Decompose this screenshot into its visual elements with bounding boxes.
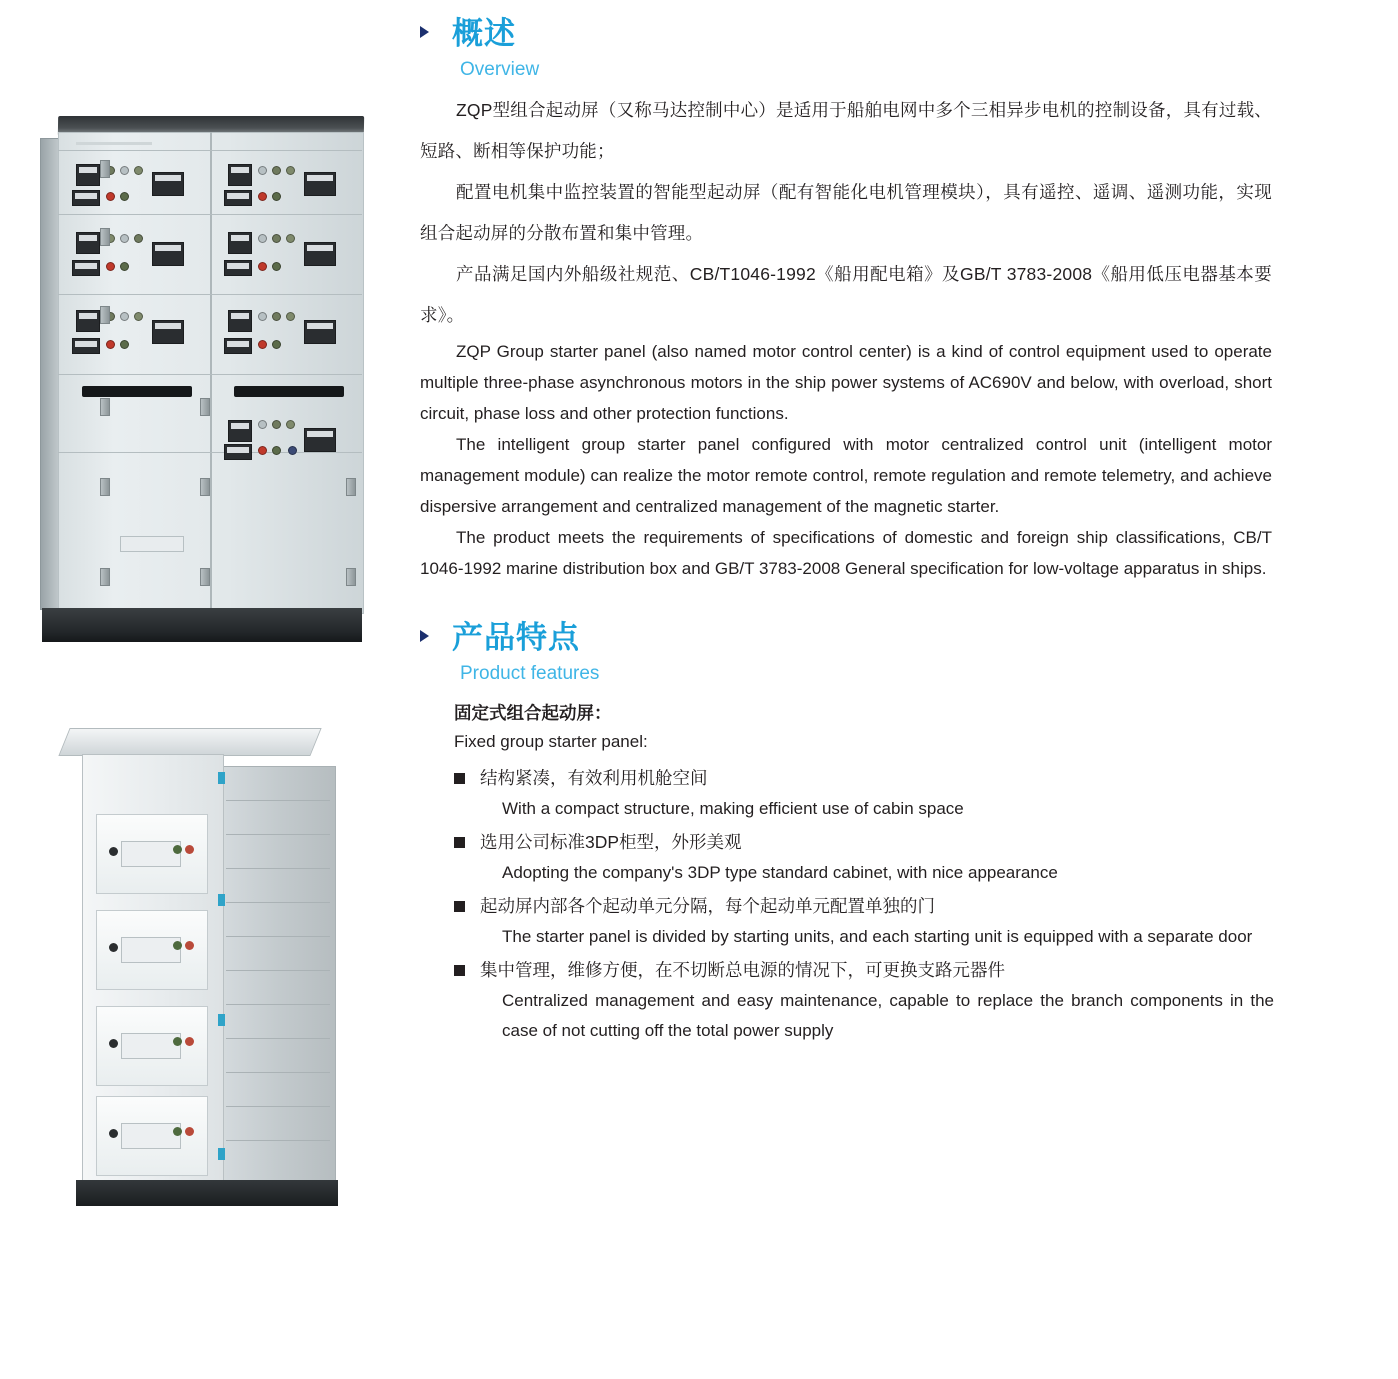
feature-text-en: Adopting the company's 3DP type standard cabinet, with nice appearance — [502, 863, 1058, 882]
door-fastener[interactable] — [218, 772, 225, 784]
section-title-en: Overview — [460, 59, 540, 80]
stop-button — [258, 446, 267, 455]
indicator-lamp — [272, 234, 281, 243]
start-button — [120, 262, 129, 271]
door-latch[interactable] — [100, 228, 110, 246]
cabinet-side-panel — [222, 766, 336, 1186]
panel-meter — [76, 310, 100, 332]
side-panel-seam — [226, 834, 330, 835]
side-panel-seam — [226, 1140, 330, 1141]
door-latch[interactable] — [346, 568, 356, 586]
starter-unit — [96, 814, 208, 894]
feature-group-title-en: Fixed group starter panel: — [454, 732, 648, 751]
unit-control-panel — [121, 1033, 181, 1059]
selector-switch — [288, 446, 297, 455]
unit-control-panel — [121, 1123, 181, 1149]
triangle-bullet-icon — [420, 630, 429, 642]
cabinet-plinth — [42, 608, 362, 642]
section-header-product-features — [414, 618, 1284, 686]
panel-meter — [76, 164, 100, 186]
panel-display — [72, 260, 100, 276]
stop-button — [258, 192, 267, 201]
overview-body — [420, 90, 1272, 584]
door-seam — [58, 214, 362, 215]
side-panel-seam — [226, 1072, 330, 1073]
door-seam — [58, 374, 362, 375]
start-button[interactable] — [173, 845, 182, 854]
indicator-lamp — [286, 234, 295, 243]
door-handle[interactable] — [82, 386, 192, 397]
starter-unit — [96, 1096, 208, 1176]
selector-knob[interactable] — [109, 847, 118, 856]
square-bullet-icon — [454, 965, 465, 976]
indicator-lamp — [120, 312, 129, 321]
panel-meter — [228, 420, 252, 442]
door-latch[interactable] — [200, 398, 210, 416]
triangle-bullet-icon — [420, 26, 429, 38]
unit-control-panel — [121, 937, 181, 963]
panel-meter — [76, 232, 100, 254]
unit-control-panel — [121, 841, 181, 867]
stop-button — [106, 192, 115, 201]
panel-meter — [304, 428, 336, 452]
stop-button[interactable] — [185, 941, 194, 950]
side-panel-seam — [226, 1106, 330, 1107]
indicator-lamp — [286, 312, 295, 321]
feature-text-cn: 起动屏内部各个起动单元分隔，每个起动单元配置单独的门 — [480, 896, 935, 916]
paragraph-en: The product meets the requirements of specifications of domestic and foreign ship classifications, CB/T 1046-1992 marine distribution box and GB/T 3783-2008 General specification for low-voltage apparatus in ships. — [420, 528, 1272, 578]
start-button[interactable] — [173, 1037, 182, 1046]
start-button — [272, 262, 281, 271]
indicator-lamp — [286, 166, 295, 175]
stop-button[interactable] — [185, 1127, 194, 1136]
indicator-lamp — [258, 312, 267, 321]
door-fastener[interactable] — [218, 1148, 225, 1160]
door-latch[interactable] — [100, 306, 110, 324]
panel-meter — [304, 172, 336, 196]
feature-item — [454, 954, 1274, 1046]
door-latch[interactable] — [100, 160, 110, 178]
start-button — [120, 192, 129, 201]
side-panel-seam — [226, 1004, 330, 1005]
starter-unit — [96, 910, 208, 990]
feature-text-cn: 选用公司标准3DP柜型，外形美观 — [480, 832, 742, 852]
indicator-lamp — [120, 166, 129, 175]
start-button — [120, 340, 129, 349]
features-body — [454, 698, 1274, 1046]
door-latch[interactable] — [200, 478, 210, 496]
cabinet-plinth — [76, 1180, 338, 1206]
panel-meter — [152, 242, 184, 266]
stop-button — [258, 262, 267, 271]
start-button — [272, 446, 281, 455]
start-button — [272, 340, 281, 349]
square-bullet-icon — [454, 773, 465, 784]
indicator-lamp — [286, 420, 295, 429]
cabinet-bay-divider — [210, 132, 212, 612]
cabinet-legend-strip — [76, 142, 152, 145]
side-panel-seam — [226, 936, 330, 937]
indicator-lamp — [258, 420, 267, 429]
paragraph-en: ZQP Group starter panel (also named motor control center) is a kind of control equipment used to operate multiple three-phase asynchronous motors in the ship power systems of AC690V and below, with overload, short circuit, phase loss and other protection functions. — [420, 342, 1272, 423]
indicator-lamp — [120, 234, 129, 243]
door-latch[interactable] — [100, 568, 110, 586]
selector-knob[interactable] — [109, 1039, 118, 1048]
starter-unit — [96, 1006, 208, 1086]
feature-item — [454, 826, 1274, 888]
door-seam — [58, 452, 362, 453]
text-column — [414, 0, 1284, 1046]
indicator-lamp — [272, 420, 281, 429]
section-title-cn: 产品特点 — [452, 620, 580, 655]
product-photo-angled-view — [50, 718, 370, 1238]
feature-text-cn: 集中管理，维修方便，在不切断总电源的情况下，可更换支路元器件 — [480, 960, 1005, 980]
cabinet-roof — [58, 728, 321, 756]
indicator-lamp — [258, 234, 267, 243]
indicator-lamp — [134, 234, 143, 243]
door-fastener[interactable] — [218, 894, 225, 906]
door-latch[interactable] — [100, 478, 110, 496]
feature-text-cn: 结构紧凑，有效利用机舱空间 — [480, 768, 708, 788]
indicator-lamp — [134, 312, 143, 321]
stop-button — [258, 340, 267, 349]
start-button[interactable] — [173, 941, 182, 950]
selector-knob[interactable] — [109, 1129, 118, 1138]
panel-display — [224, 260, 252, 276]
paragraph-en: The intelligent group starter panel configured with motor centralized control unit (intelligent motor management module) can realize the motor remote control, remote regulation and remote telemetry, and achieve dispersive arrangement and centralized management of the magnetic starter. — [420, 435, 1272, 516]
indicator-lamp — [258, 166, 267, 175]
panel-display — [72, 190, 100, 206]
stop-button[interactable] — [185, 845, 194, 854]
panel-display — [224, 190, 252, 206]
start-button — [272, 192, 281, 201]
start-button[interactable] — [173, 1127, 182, 1136]
door-handle[interactable] — [234, 386, 344, 397]
feature-text-en: Centralized management and easy maintenance, capable to replace the branch components in the case of not cutting off the total power supply — [502, 991, 1274, 1040]
panel-display — [72, 338, 100, 354]
indicator-lamp — [134, 166, 143, 175]
square-bullet-icon — [454, 901, 465, 912]
paragraph-cn: 配置电机集中监控装置的智能型起动屏（配有智能化电机管理模块），具有遥控、遥调、遥测功能，实现组合起动屏的分散布置和集中管理。 — [420, 182, 1272, 243]
paragraph-cn: 产品满足国内外船级社规范、CB/T1046-1992《船用配电箱》及GB/T 3783-2008《船用低压电器基本要求》。 — [420, 264, 1272, 325]
feature-text-en: The starter panel is divided by starting units, and each starting unit is equipped with a separate door — [502, 927, 1253, 946]
door-fastener[interactable] — [218, 1014, 225, 1026]
stop-button — [106, 340, 115, 349]
panel-display — [224, 338, 252, 354]
panel-meter — [304, 242, 336, 266]
side-panel-seam — [226, 1038, 330, 1039]
feature-item — [454, 890, 1274, 952]
section-title-cn: 概述 — [452, 16, 516, 51]
stop-button[interactable] — [185, 1037, 194, 1046]
panel-meter — [228, 232, 252, 254]
side-panel-seam — [226, 970, 330, 971]
panel-meter — [304, 320, 336, 344]
panel-meter — [152, 172, 184, 196]
panel-meter — [228, 310, 252, 332]
feature-text-en: With a compact structure, making efficient use of cabin space — [502, 799, 964, 818]
side-panel-seam — [226, 902, 330, 903]
side-panel-seam — [226, 800, 330, 801]
cabinet-nameplate — [120, 536, 184, 552]
door-latch[interactable] — [346, 478, 356, 496]
product-image-column — [0, 0, 400, 1379]
paragraph-cn: ZQP型组合起动屏（又称马达控制中心）是适用于船舶电网中多个三相异步电机的控制设备，具有过载、短路、断相等保护功能； — [420, 100, 1272, 161]
door-latch[interactable] — [100, 398, 110, 416]
feature-group-title-cn: 固定式组合起动屏： — [454, 703, 612, 723]
door-latch[interactable] — [200, 568, 210, 586]
indicator-lamp — [272, 312, 281, 321]
door-seam — [58, 294, 362, 295]
section-header-overview — [414, 14, 1284, 82]
section-title-en: Product features — [460, 663, 600, 684]
feature-item — [454, 762, 1274, 824]
indicator-lamp — [272, 166, 281, 175]
panel-meter — [152, 320, 184, 344]
product-photo-front-view — [36, 108, 376, 653]
selector-knob[interactable] — [109, 943, 118, 952]
panel-meter — [228, 164, 252, 186]
panel-display — [224, 444, 252, 460]
stop-button — [106, 262, 115, 271]
side-panel-seam — [226, 868, 330, 869]
square-bullet-icon — [454, 837, 465, 848]
door-seam — [58, 150, 362, 151]
